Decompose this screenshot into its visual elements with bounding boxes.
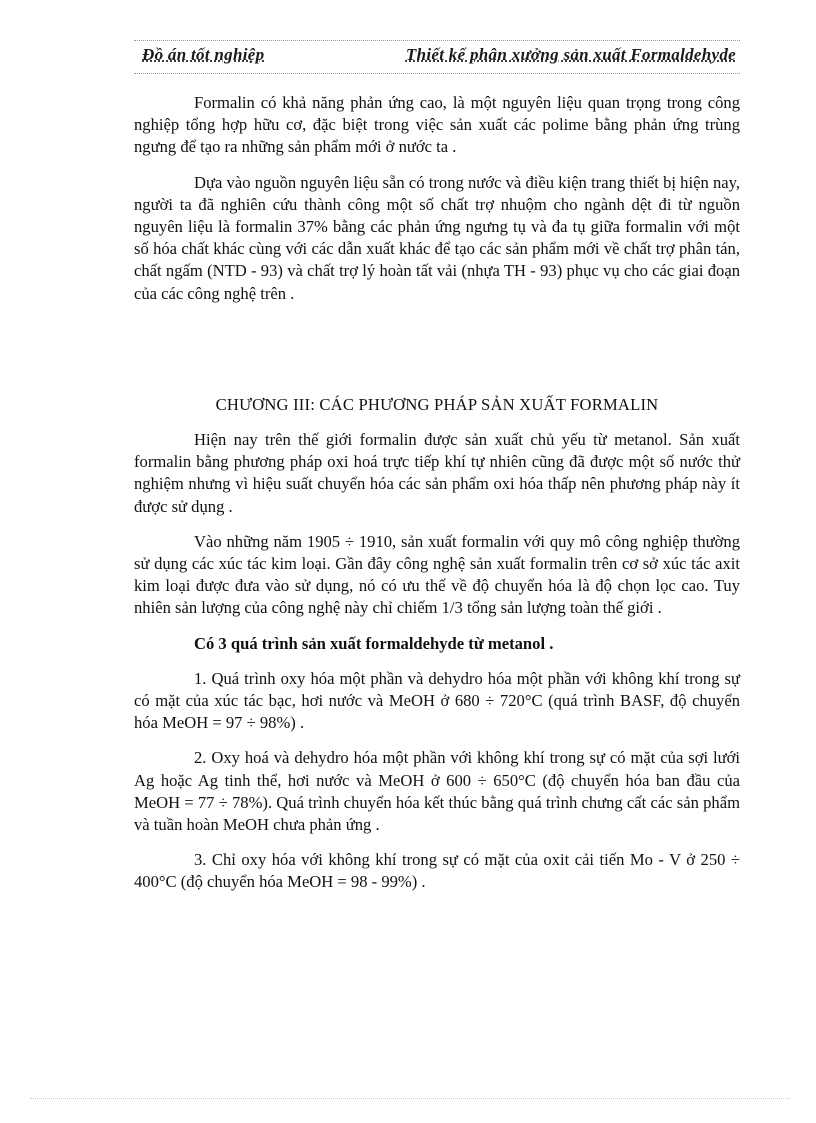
process-item: 3. Chỉ oxy hóa với không khí trong sự có mặt của oxit cải tiến Mo - V ở 250 ÷ 400°C (độ chuyển hóa MeOH = 98 - 99%) . (134, 850, 740, 892)
page-header (134, 40, 740, 74)
paragraph: Hiện nay trên thế giới formalin được sản xuất chủ yếu từ metanol. Sản xuất formalin bằng phương pháp oxi hoá trực tiếp khí tự nhiên cũng đã được một số nước thử nghiệm nhưng vì hiệu suất chuyển hóa các sản phẩm oxi hóa thấp nên phương pháp này ít được sử dụng . (134, 430, 740, 516)
footer-divider (30, 1098, 790, 1099)
document-body (134, 92, 740, 907)
section-heading: Có 3 quá trình sản xuất formaldehyde từ metanol . (194, 633, 554, 653)
chapter-title: CHƯƠNG III: CÁC PHƯƠNG PHÁP SẢN XUẤT FORMALIN (215, 394, 659, 414)
process-item: 1. Quá trình oxy hóa một phần và dehydro hóa một phần với không khí trong sự có mặt của xúc tác bạc, hơi nước và MeOH ở 680 ÷ 720°C (quá trình BASF, độ chuyển hóa MeOH = 97 ÷ 98%) . (134, 668, 740, 733)
process-item: 2. Oxy hoá và dehydro hóa một phần với không khí trong sự có mặt của sợi lưới Ag hoặc Ag tinh thể, hơi nước và MeOH ở 600 ÷ 650°C (độ chuyển hóa ban đầu của MeOH = 77 ÷ 78%). Quá trình chuyển hóa kết thúc bằng quá trình chưng cất các sản phẩm và tuần hoàn MeOH chưa phản ứng . (134, 748, 740, 835)
spacer (134, 318, 740, 394)
paragraph: Dựa vào nguồn nguyên liệu sẵn có trong nước và điều kiện trang thiết bị hiện nay, người ta đã nghiên cứu thành công một số chất trợ nhuộm cho ngành dệt đi từ nguồn nguyên liệu là formalin 37% bằng các phản ứng ngưng tụ và đa tụ giữa formalin với một số hóa chất khác cùng với các dẫn xuất khác để tạo các sản phẩm mới về chất trợ phân tán, chất ngấm (NTD - 93) và chất trợ lý hoàn tất vải (nhựa TH - 93) phục vụ cho các giai đoạn của các công nghệ trên . (134, 172, 740, 303)
paragraph: Formalin có khả năng phản ứng cao, là một nguyên liệu quan trọng trong công nghiệp tổng hợp hữu cơ, đặc biệt trong việc sản xuất các polime bằng phản ứng trùng ngưng để tạo ra những sản phẩm mới ở nước ta . (134, 93, 740, 157)
header-right-title: Thiết kế phân xưởng sản xuất Formaldehyde (405, 45, 736, 64)
paragraph: Vào những năm 1905 ÷ 1910, sản xuất formalin với quy mô công nghiệp thường sử dụng các xúc tác kim loại. Gần đây công nghệ sản xuất formalin trên cơ sở xúc tác axit kim loại được đưa vào sử dụng, nó có ưu thế về độ chuyển hóa là độ chọn lọc cao. Tuy nhiên sản lượng của công nghệ này chỉ chiếm 1/3 tổng sản lượng toàn thế giới . (134, 531, 740, 618)
header-left-title: Đồ án tốt nghiệp (142, 45, 265, 64)
